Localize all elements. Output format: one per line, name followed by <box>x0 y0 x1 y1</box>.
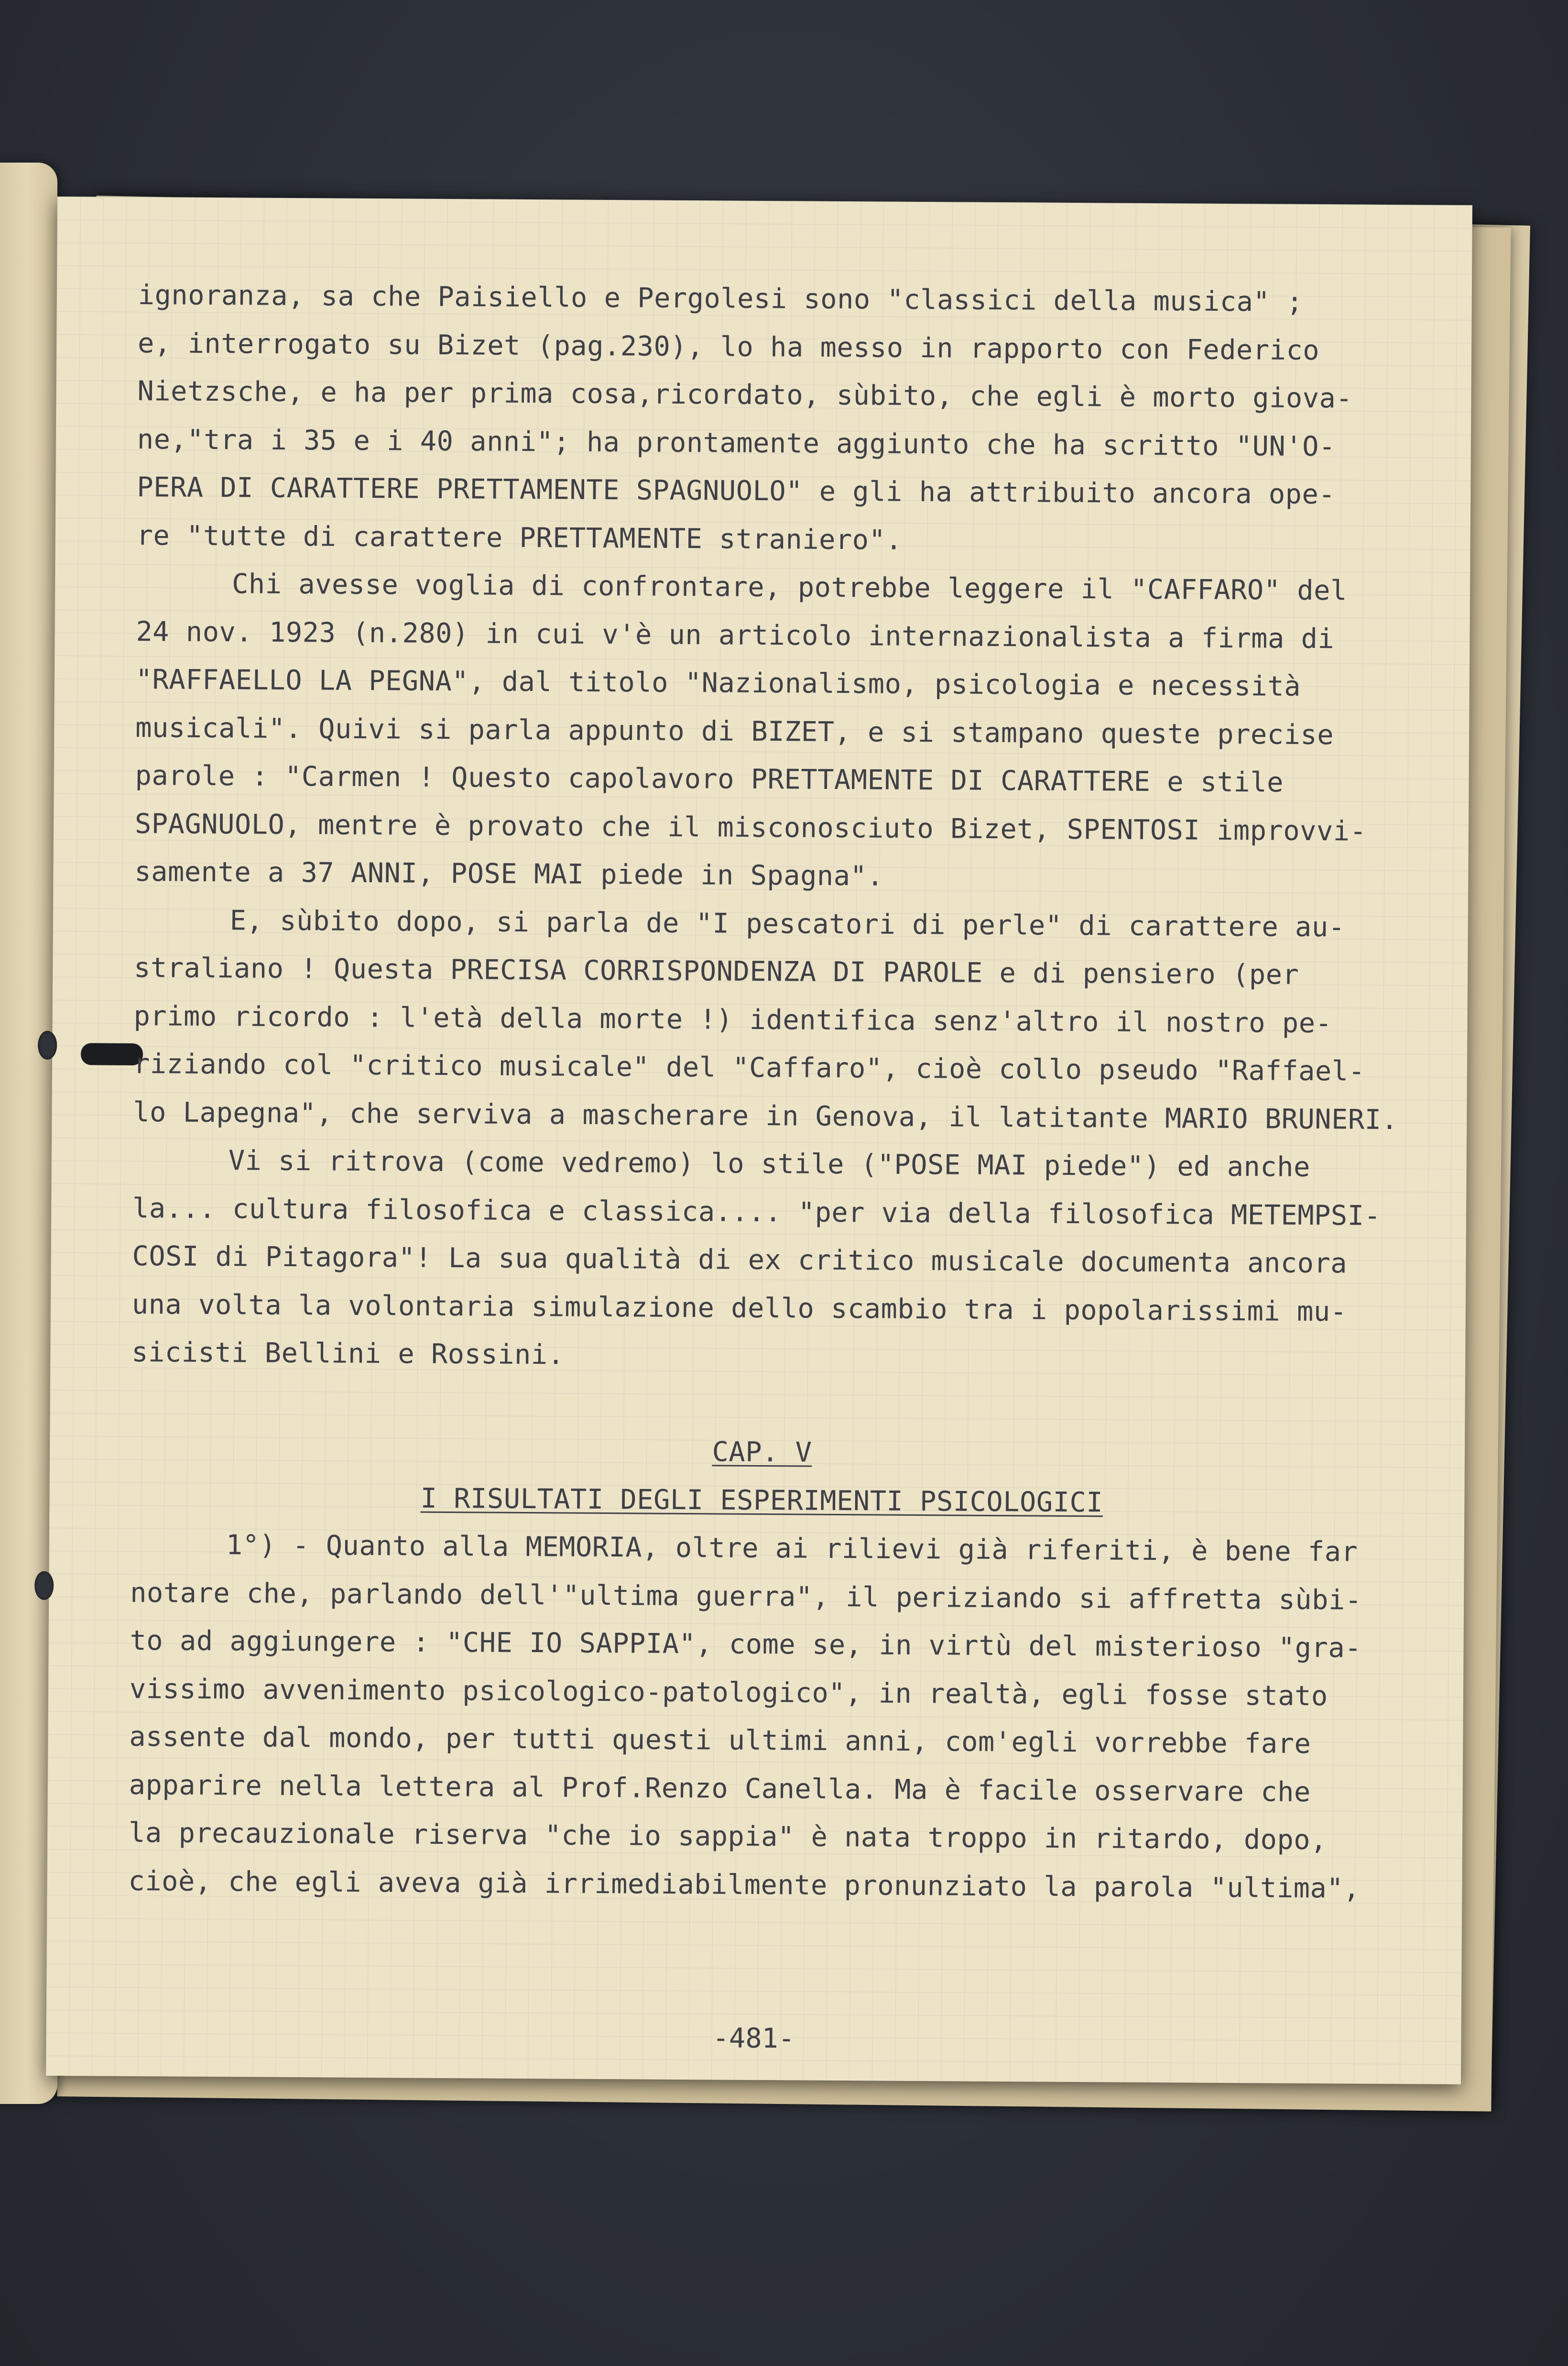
text-line: la... cultura filosofica e classica.... "per via della filosofica METEMPSI- <box>132 1192 1381 1232</box>
text-line: Chi avesse voglia di confrontare, potrebbe leggere il "CAFFARO" del <box>231 568 1347 607</box>
text-line: Nietzsche, e ha per prima cosa,ricordato, sùbito, che egli è morto giova- <box>137 375 1353 415</box>
text-line: lo Lapegna", che serviva a mascherare in Genova, il latitante MARIO BRUNERI. <box>133 1096 1398 1136</box>
text-line: re "tutte di carattere PRETTAMENTE straniero". <box>136 519 903 556</box>
text-line: ne,"tra i 35 e i 40 anni"; ha prontamente aggiunto che ha scritto "UN'O- <box>137 423 1336 462</box>
text-line: riziando col "critico musicale" del "Caffaro", cioè collo pseudo "Raffael- <box>133 1048 1365 1087</box>
punch-hole <box>34 1571 54 1600</box>
text-line: samente a 37 ANNI, POSE MAI piede in Spagna". <box>134 855 884 892</box>
text-line: "RAFFAELLO LA PEGNA", dal titolo "Nazionalismo, psicologia e necessità <box>135 663 1301 702</box>
text-line: Vi si ritrova (come vedremo) lo stile ("POSE MAI piede") ed anche <box>228 1145 1310 1183</box>
text-line: SPAGNUOLO, mentre è provato che il misconosciuto Bizet, SPENTOSI improvvi- <box>134 808 1367 847</box>
typed-page <box>46 197 1472 2084</box>
text-line: la precauzionale riserva "che io sappia" è nata troppo in ritardo, dopo, <box>128 1817 1328 1856</box>
text-line: apparire nella lettera al Prof.Renzo Canella. Ma è facile osservare che <box>129 1769 1311 1808</box>
text-line: 24 nov. 1923 (n.280) in cui v'è un articolo internazionalista a firma di <box>136 615 1335 655</box>
text-line: COSI di Pitagora"! La sua qualità di ex critico musicale documenta ancora <box>132 1240 1348 1280</box>
text-line: PERA DI CARATTERE PRETTAMENTE SPAGNUOLO" e gli ha attribuito ancora ope- <box>137 471 1336 511</box>
chapter-heading: CAP. V <box>712 1436 812 1468</box>
text-line: straliano ! Questa PRECISA CORRISPONDENZA DI PAROLE e di pensiero (per <box>133 952 1299 991</box>
page-number: -481- <box>712 2022 795 2055</box>
text-line: musicali". Quivi si parla appunto di BIZET, e si stampano queste precise <box>135 712 1334 751</box>
text-line: assente dal mondo, per tutti questi ultimi anni, com'egli vorrebbe fare <box>129 1720 1311 1760</box>
text-line: to ad aggiungere : "CHE IO SAPPIA", come se, in virtù del misterioso "gra- <box>130 1624 1362 1664</box>
text-line: 1°) - Quanto alla MEMORIA, oltre ai rilievi già riferiti, è bene far <box>226 1529 1358 1568</box>
text-line: cioè, che egli aveva già irrimediabilmente pronunziato la parola "ultima", <box>128 1865 1361 1905</box>
text-line: notare che, parlando dell'"ultima guerra", il periziando si affretta sùbi- <box>130 1577 1362 1616</box>
chapter-title: I RISULTATI DEGLI ESPERIMENTI PSICOLOGICI <box>420 1482 1103 1518</box>
text-line: ignoranza, sa che Paisiello e Pergolesi sono "classici della musica" ; <box>138 279 1304 318</box>
punch-hole <box>38 1031 57 1060</box>
text-line: e, interrogato su Bizet (pag.230), lo ha messo in rapporto con Federico <box>137 327 1320 366</box>
page-body <box>128 271 1400 1913</box>
text-line: vissimo avvenimento psicologico-patologico", in realtà, egli fosse stato <box>129 1673 1328 1712</box>
text-line: primo ricordo : l'età della morte !) identifica senz'altro il nostro pe- <box>133 1000 1332 1039</box>
text-line: sicisti Bellini e Rossini. <box>131 1336 565 1371</box>
text-line: una volta la volontaria simulazione dello scambio tra i popolarissimi mu- <box>131 1288 1347 1327</box>
text-line: E, sùbito dopo, si parla de "I pescatori di perle" di carattere au- <box>229 904 1345 943</box>
text-line: parole : "Carmen ! Questo capolavoro PRETTAMENTE DI CARATTERE e stile <box>135 759 1284 799</box>
